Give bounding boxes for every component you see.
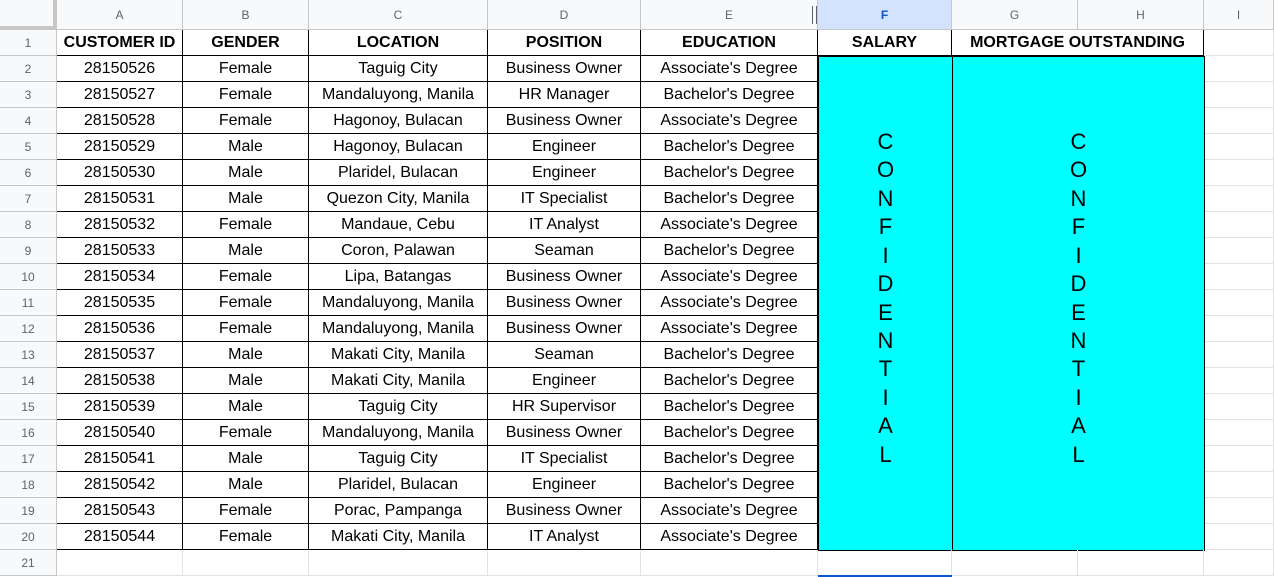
- cell-customer-id[interactable]: 28150537: [57, 342, 183, 368]
- cell-empty[interactable]: [1204, 212, 1274, 238]
- cell-location[interactable]: Mandaluyong, Manila: [309, 316, 488, 342]
- confidential-letter: O: [1069, 157, 1088, 183]
- cell-location[interactable]: Makati City, Manila: [309, 524, 488, 550]
- row-header-6[interactable]: 6: [0, 160, 57, 186]
- mortgage-confidential-text: [1070, 128, 1087, 479]
- cell-customer-id[interactable]: 28150526: [57, 56, 183, 82]
- cell-position[interactable]: HR Supervisor: [488, 394, 641, 420]
- cell-location[interactable]: Plaridel, Bulacan: [309, 160, 488, 186]
- cell-location[interactable]: Hagonoy, Bulacan: [309, 108, 488, 134]
- cell-empty[interactable]: [1204, 160, 1274, 186]
- cell-gender[interactable]: Male: [183, 186, 309, 212]
- cell-position[interactable]: IT Analyst: [488, 212, 641, 238]
- cell-gender[interactable]: Female: [183, 498, 309, 524]
- cell-gender[interactable]: Female: [183, 290, 309, 316]
- confidential-letter: D: [1070, 271, 1087, 297]
- cell-education[interactable]: Associate's Degree: [641, 108, 818, 134]
- column-header-i[interactable]: I: [1204, 0, 1274, 30]
- row-header-14[interactable]: 14: [0, 368, 57, 394]
- cell-gender[interactable]: Female: [183, 264, 309, 290]
- cell-gender[interactable]: Male: [183, 446, 309, 472]
- merged-salary-confidential[interactable]: [818, 56, 953, 551]
- cell-empty[interactable]: [1204, 264, 1274, 290]
- cell-education[interactable]: Bachelor's Degree: [641, 420, 818, 446]
- cell-gender[interactable]: Male: [183, 238, 309, 264]
- cell-location[interactable]: Taguig City: [309, 56, 488, 82]
- cell-location[interactable]: Makati City, Manila: [309, 368, 488, 394]
- header-cell-location[interactable]: LOCATION: [309, 30, 488, 56]
- cell-location[interactable]: Mandaluyong, Manila: [309, 290, 488, 316]
- cell-location[interactable]: Taguig City: [309, 446, 488, 472]
- confidential-letter: I: [1075, 242, 1082, 268]
- cell-gender[interactable]: Female: [183, 316, 309, 342]
- cell-education[interactable]: Associate's Degree: [641, 524, 818, 550]
- row-header-11[interactable]: 11: [0, 290, 57, 316]
- cell-empty[interactable]: [1204, 498, 1274, 524]
- cell-customer-id[interactable]: 28150538: [57, 368, 183, 394]
- cell-position[interactable]: Business Owner: [488, 498, 641, 524]
- cell-education[interactable]: Bachelor's Degree: [641, 134, 818, 160]
- column-header-b[interactable]: B: [183, 0, 309, 30]
- cell-location[interactable]: Mandaluyong, Manila: [309, 420, 488, 446]
- cell-gender[interactable]: Male: [183, 394, 309, 420]
- cell-education[interactable]: Bachelor's Degree: [641, 160, 818, 186]
- cell-gender[interactable]: Male: [183, 472, 309, 498]
- row-header-13[interactable]: 13: [0, 342, 57, 368]
- cell-position[interactable]: Engineer: [488, 368, 641, 394]
- cell-customer-id[interactable]: 28150539: [57, 394, 183, 420]
- row-header-4[interactable]: 4: [0, 108, 57, 134]
- cell-gender[interactable]: Male: [183, 368, 309, 394]
- row-header-21[interactable]: 21: [0, 550, 57, 576]
- cell-location[interactable]: Coron, Palawan: [309, 238, 488, 264]
- header-cell-education[interactable]: EDUCATION: [641, 30, 818, 56]
- cell-position[interactable]: IT Analyst: [488, 524, 641, 550]
- confidential-letter: O: [876, 157, 895, 183]
- confidential-letter: A: [878, 413, 893, 439]
- cell-location[interactable]: Porac, Pampanga: [309, 498, 488, 524]
- cell-empty[interactable]: [1204, 134, 1274, 160]
- cell-empty[interactable]: [1204, 82, 1274, 108]
- cell-customer-id[interactable]: 28150527: [57, 82, 183, 108]
- confidential-letter: C: [1070, 129, 1087, 155]
- confidential-letter: F: [878, 214, 893, 240]
- confidential-letter: D: [877, 271, 894, 297]
- cell-empty[interactable]: [1204, 290, 1274, 316]
- cell-customer-id[interactable]: 28150533: [57, 238, 183, 264]
- cell-location[interactable]: Makati City, Manila: [309, 342, 488, 368]
- cell-position[interactable]: Engineer: [488, 472, 641, 498]
- column-freeze-handle[interactable]: [812, 6, 816, 24]
- column-header-g[interactable]: G: [952, 0, 1078, 30]
- confidential-letter: L: [1072, 441, 1085, 467]
- cell-position[interactable]: HR Manager: [488, 82, 641, 108]
- cell-position[interactable]: Engineer: [488, 134, 641, 160]
- row-header-8[interactable]: 8: [0, 212, 57, 238]
- row-header-1[interactable]: 1: [0, 30, 57, 56]
- confidential-letter: C: [877, 129, 894, 155]
- column-header-e[interactable]: E: [641, 0, 818, 30]
- cell-empty[interactable]: [641, 550, 818, 576]
- confidential-letter: I: [1075, 384, 1082, 410]
- cell-position[interactable]: Engineer: [488, 160, 641, 186]
- cell-i1[interactable]: [1204, 30, 1274, 56]
- confidential-letter: T: [878, 356, 893, 382]
- cell-customer-id[interactable]: 28150541: [57, 446, 183, 472]
- cell-education[interactable]: Bachelor's Degree: [641, 446, 818, 472]
- cell-empty[interactable]: [1204, 446, 1274, 472]
- header-cell-mortgage[interactable]: MORTGAGE OUTSTANDING: [952, 30, 1204, 56]
- cell-location[interactable]: Plaridel, Bulacan: [309, 472, 488, 498]
- cell-empty[interactable]: [183, 550, 309, 576]
- cell-empty[interactable]: [1204, 316, 1274, 342]
- cell-gender[interactable]: Female: [183, 56, 309, 82]
- cell-education[interactable]: Associate's Degree: [641, 212, 818, 238]
- row-header-18[interactable]: 18: [0, 472, 57, 498]
- cell-customer-id[interactable]: 28150543: [57, 498, 183, 524]
- cell-customer-id[interactable]: 28150531: [57, 186, 183, 212]
- cell-position[interactable]: Business Owner: [488, 316, 641, 342]
- cell-empty[interactable]: [1204, 238, 1274, 264]
- row-header-20[interactable]: 20: [0, 524, 57, 550]
- cell-education[interactable]: Bachelor's Degree: [641, 342, 818, 368]
- cell-education[interactable]: Bachelor's Degree: [641, 238, 818, 264]
- cell-gender[interactable]: Female: [183, 108, 309, 134]
- cell-customer-id[interactable]: 28150536: [57, 316, 183, 342]
- row-header-12[interactable]: 12: [0, 316, 57, 342]
- cell-empty[interactable]: [1204, 186, 1274, 212]
- confidential-letter: L: [879, 441, 892, 467]
- cell-empty[interactable]: [952, 550, 1078, 576]
- select-all-corner[interactable]: [0, 0, 57, 30]
- cell-empty[interactable]: [1204, 472, 1274, 498]
- confidential-letter: F: [1071, 214, 1086, 240]
- salary-confidential-text: [877, 128, 894, 479]
- cell-education[interactable]: Bachelor's Degree: [641, 82, 818, 108]
- column-header-f[interactable]: F: [818, 0, 952, 30]
- row-header-5[interactable]: 5: [0, 134, 57, 160]
- cell-customer-id[interactable]: 28150530: [57, 160, 183, 186]
- cell-gender[interactable]: Female: [183, 212, 309, 238]
- cell-location[interactable]: Quezon City, Manila: [309, 186, 488, 212]
- cell-position[interactable]: IT Specialist: [488, 446, 641, 472]
- cell-education[interactable]: Associate's Degree: [641, 56, 818, 82]
- column-header-h[interactable]: H: [1078, 0, 1204, 30]
- confidential-letter: I: [882, 242, 889, 268]
- column-header-c[interactable]: C: [309, 0, 488, 30]
- merged-mortgage-confidential[interactable]: [952, 56, 1205, 551]
- confidential-letter: N: [877, 327, 894, 353]
- cell-position[interactable]: Business Owner: [488, 420, 641, 446]
- cell-position[interactable]: Seaman: [488, 238, 641, 264]
- cell-empty[interactable]: [1204, 342, 1274, 368]
- cell-education[interactable]: Associate's Degree: [641, 498, 818, 524]
- cell-customer-id[interactable]: 28150534: [57, 264, 183, 290]
- cell-position[interactable]: Business Owner: [488, 264, 641, 290]
- row-header-2[interactable]: 2: [0, 56, 57, 82]
- row-header-10[interactable]: 10: [0, 264, 57, 290]
- confidential-letter: E: [1071, 299, 1086, 325]
- cell-empty[interactable]: [1204, 394, 1274, 420]
- cell-empty[interactable]: [488, 550, 641, 576]
- cell-education[interactable]: Bachelor's Degree: [641, 186, 818, 212]
- row-header-9[interactable]: 9: [0, 238, 57, 264]
- cell-gender[interactable]: Female: [183, 420, 309, 446]
- cell-gender[interactable]: Male: [183, 134, 309, 160]
- cell-customer-id[interactable]: 28150535: [57, 290, 183, 316]
- cell-position[interactable]: Business Owner: [488, 56, 641, 82]
- confidential-letter: N: [1070, 327, 1087, 353]
- column-header-d[interactable]: D: [488, 0, 641, 30]
- cell-education[interactable]: Bachelor's Degree: [641, 472, 818, 498]
- cell-empty[interactable]: [309, 550, 488, 576]
- row-header-15[interactable]: 15: [0, 394, 57, 420]
- confidential-letter: I: [882, 384, 889, 410]
- row-header-16[interactable]: 16: [0, 420, 57, 446]
- cell-customer-id[interactable]: 28150532: [57, 212, 183, 238]
- cell-education[interactable]: Associate's Degree: [641, 316, 818, 342]
- row-header-7[interactable]: 7: [0, 186, 57, 212]
- header-cell-gender[interactable]: GENDER: [183, 30, 309, 56]
- cell-education[interactable]: Associate's Degree: [641, 264, 818, 290]
- confidential-letter: A: [1071, 413, 1086, 439]
- cell-empty[interactable]: [57, 550, 183, 576]
- header-cell-salary[interactable]: SALARY: [818, 30, 952, 56]
- row-header-3[interactable]: 3: [0, 82, 57, 108]
- cell-gender[interactable]: Female: [183, 82, 309, 108]
- column-header-a[interactable]: A: [57, 0, 183, 30]
- header-cell-customer-id[interactable]: CUSTOMER ID: [57, 30, 183, 56]
- cell-location[interactable]: Lipa, Batangas: [309, 264, 488, 290]
- cell-empty[interactable]: [1204, 108, 1274, 134]
- cell-location[interactable]: Mandaluyong, Manila: [309, 82, 488, 108]
- cell-empty[interactable]: [1204, 420, 1274, 446]
- cell-position[interactable]: Business Owner: [488, 108, 641, 134]
- cell-gender[interactable]: Female: [183, 524, 309, 550]
- cell-education[interactable]: Associate's Degree: [641, 290, 818, 316]
- row-header-19[interactable]: 19: [0, 498, 57, 524]
- row-header-17[interactable]: 17: [0, 446, 57, 472]
- confidential-letter: N: [1070, 185, 1087, 211]
- cell-empty[interactable]: [1204, 368, 1274, 394]
- cell-location[interactable]: Hagonoy, Bulacan: [309, 134, 488, 160]
- cell-gender[interactable]: Male: [183, 342, 309, 368]
- header-cell-position[interactable]: POSITION: [488, 30, 641, 56]
- cell-empty[interactable]: [1204, 524, 1274, 550]
- cell-position[interactable]: Business Owner: [488, 290, 641, 316]
- cell-customer-id[interactable]: 28150542: [57, 472, 183, 498]
- cell-empty[interactable]: [818, 550, 952, 576]
- cell-education[interactable]: Bachelor's Degree: [641, 394, 818, 420]
- cell-customer-id[interactable]: 28150544: [57, 524, 183, 550]
- confidential-letter: N: [877, 185, 894, 211]
- cell-position[interactable]: Seaman: [488, 342, 641, 368]
- cell-education[interactable]: Bachelor's Degree: [641, 368, 818, 394]
- cell-customer-id[interactable]: 28150529: [57, 134, 183, 160]
- confidential-letter: E: [878, 299, 893, 325]
- cell-customer-id[interactable]: 28150540: [57, 420, 183, 446]
- confidential-letter: T: [1071, 356, 1086, 382]
- cell-empty[interactable]: [1078, 550, 1204, 576]
- cell-empty[interactable]: [1204, 550, 1274, 576]
- cell-location[interactable]: Taguig City: [309, 394, 488, 420]
- cell-empty[interactable]: [1204, 56, 1274, 82]
- cell-customer-id[interactable]: 28150528: [57, 108, 183, 134]
- cell-location[interactable]: Mandaue, Cebu: [309, 212, 488, 238]
- cell-gender[interactable]: Male: [183, 160, 309, 186]
- cell-position[interactable]: IT Specialist: [488, 186, 641, 212]
